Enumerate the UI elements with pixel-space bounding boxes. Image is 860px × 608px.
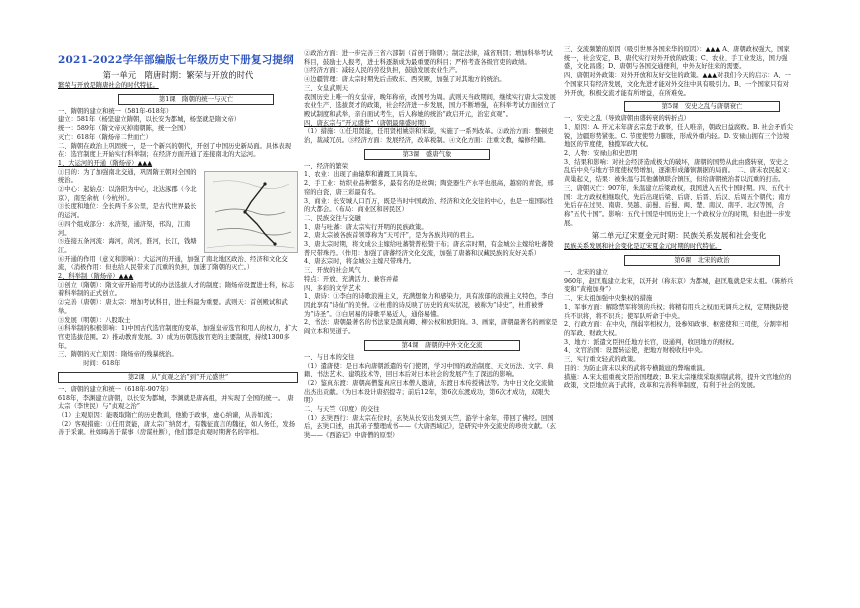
text-line: 3、商业：长安城人口百万，既是当时中国政治、经济和文化交往的中心，也是一座国际性的大都会。（布局：商业区和居民区） <box>304 197 554 214</box>
text-line: 二、宋太祖加强中央集权的措施 <box>564 295 653 303</box>
text-line: ③长度和地位：全长两千多公里，是古代世界最长的运河。 <box>58 203 197 220</box>
column-left <box>58 0 298 608</box>
text-line: 618年，李渊建立唐朝，以长安为都城，李渊就是唐高祖，并实现了全国的统一。 唐太宗（李世民）与“贞观之治” <box>58 394 294 411</box>
unit1-subtitle: 繁荣与开放是隋唐社会的时代特征。 <box>58 82 159 89</box>
lesson1-body <box>58 108 298 369</box>
text-line: 目的：为防止唐末以来的武将专横跋扈的弊端重演。 <box>564 364 709 372</box>
text-line: 3、唐太宗时期，将文成公主嫁给吐蕃赞普松赞干布；唐玄宗时期，有金城公主嫁给吐蕃赞普尺带珠丹。（作用：加强了唐蕃经济文化交流，加强了唐蕃和汉藏民族的友好关系） <box>304 241 554 257</box>
text-line: ②政治方面：进一步完善三省六部制（首创于隋朝）；制定法律，减省刑罚；增加科举考试科目，鼓励士人报考，进士科逐渐成为最重要的科目；严格考查各级官吏的政绩。 <box>304 50 553 66</box>
lesson2-body <box>58 386 298 438</box>
text-line: （1）遣唐使：是日本向唐朝派遣的专门使团，学习中国的政治制度、天文历法、文字、典籍、书法艺术、建筑技术等，回日本后对日本社会的发展产生了深远的影响。 <box>304 362 554 379</box>
text-line: ④科举制的积极影响：1)中国古代选官制度的变革，加强皇帝选官和用人的权力，扩大官吏选拔范围。2）推动教育发展。3）成为历朝选拔官吏的主要制度，持续1300多年。 <box>58 325 298 350</box>
text-line: 1、农业：出现了曲辕犁和灌溉工具筒车。 <box>304 171 422 179</box>
lesson6-heading: 第6课 北宋的政治 <box>624 255 780 266</box>
lesson2-continued <box>304 50 558 146</box>
text-line: ③经济方面：减轻人民的劳役负担，鼓励发展农业生产。 <box>304 67 462 75</box>
text-line: （1）主观原因：能吸取隋亡的历史教训，他勤于政事，虚心纳谏，从善如流； <box>58 411 277 419</box>
text-line: 2、科举制（隋炀帝）▲▲▲ <box>58 273 134 281</box>
text-line: 四、唐朝对外政策：对外开放和友好交往的政策。▲▲▲对我们今天的启示：A、一个国家只有经济发展，文化先进才能对外交往中具有吸引力。B、一个国家只有对外开放，积极交流才能有所增益，在所难免。 <box>564 72 791 97</box>
text-line: 4、文官治国：设置转运使，把地方财税收归中央。 <box>564 347 707 355</box>
text-line: 1、唐诗：①李白的诗歌浪漫主义，充满想象力和感染力，具有浓郁的浪漫主义特色，李白因此享有“诗仙”的美誉。②杜甫的诗反映了历史的真实状况，被称为“诗史”，杜甫被誉为“诗圣”。③白居易的诗歌平易近人，通俗易懂。 <box>304 293 554 318</box>
unit2-heading: 第二单元辽宋夏金元时期：民族关系发展和社会变化 <box>591 231 767 241</box>
text-line: 建立：581年（杨坚建立隋朝，以长安为都城，杨坚就是隋文帝） <box>58 116 241 124</box>
text-line: 1、原因：A. 开元末年唐玄宗怠于政事，任人唯亲，朝政日益腐败。B. 社会矛盾尖锐，边疆形势紧张。C. 节度使势力膨胀，形成外重内轻。D. 安禄山拥有三个边境地区的节度使，独揽军政大权。 <box>564 123 793 149</box>
text-line: 特点：开放、充满活力、兼容并蓄 <box>304 275 399 283</box>
text-line: 灭亡：618年（隋炀帝二世而亡） <box>58 133 152 141</box>
text-line: 一、安史之乱（导致唐朝由盛转衰的转折点） <box>564 115 690 123</box>
text-line: 960年，赵匡胤建立北宋，以开封（称东京）为都城，赵匡胤就是宋太祖。（陈桥兵变和“黄袍加身”） <box>564 277 794 294</box>
text-line: ①创立（隋朝）：隋文帝开始用考试的办法选拔人才的制度；隋炀帝设置进士科，标志着科举制的正式创立。 <box>58 281 295 298</box>
text-line: 时间：618年 <box>58 360 121 368</box>
text-line: （2）客观措施：①任用贤能，唐太宗广纳贤才，有魏征直言的魏征，如人务任，发扬善于采谏。杜如晦善于谋事（房谋杜断），他们都是贞观时期著名的宰相。 <box>58 420 295 437</box>
column-right <box>564 0 794 608</box>
text-line: ②完善（唐朝）：唐太宗：增加考试科目，进士科最为重要。武则天：首创殿试和武举。 <box>58 299 288 315</box>
text-line: （2）鉴真东渡：唐朝高僧鉴真应日本僧人邀请，东渡日本传授佛法等。为中日文化交流做出杰出贡献。（为日本设计唐招提寺；前后12年，第6次东渡成功，第6次才成功，双眼失明） <box>304 379 554 405</box>
lesson6-body <box>564 269 794 391</box>
lesson1-heading: 第1课 隋朝的统一与灭亡 <box>118 94 274 105</box>
text-line: ⑥开通的作用（意义和影响）：大运河的开通，加强了南北地区政治、经济和文化交流，（消极作用：但也给人民带来了沉重的负担，加速了隋朝的灭亡。） <box>58 255 288 272</box>
text-line: 一、经济的繁荣 <box>304 162 349 170</box>
text-line: ④边疆管理：唐太宗时期先后击败东、西突厥，加强了对其地方的统治。 <box>304 76 506 84</box>
text-line: 二、与天竺（印度）的交往 <box>304 406 380 414</box>
text-line: 四、唐玄宗与“开元盛世”（唐朝最鼎盛时期） <box>304 119 431 127</box>
text-line: 三、隋朝的灭亡原因：隋炀帝的残暴统治。 <box>58 351 178 359</box>
unit1-heading: 第一单元 隋唐时期：繁荣与开放的时代 <box>102 70 254 80</box>
column-top-spacer <box>564 0 794 46</box>
text-line: ②中心：起始点：以洛阳为中心，北达涿郡（今北京），南至余杭（今杭州）。 <box>58 186 197 202</box>
text-line: 三、唐朝灭亡：907年，朱温建立后梁政权，我国进入五代十国时期。四、五代十国：北方政权相继取代，先后出现后梁、后唐、后晋、后汉、后周五个朝代；南方先后存在过吴、南唐、吴越、前蜀、后蜀、闽、楚、南汉、南平、北汉等国，合称“五代十国”。影响：五代十国是中国历史上一个政权分立的时期，但也进一步发展。 <box>564 184 791 227</box>
lesson2-heading: 第2课 从“贞观之治”到“开元盛世” <box>58 372 298 383</box>
column-top-spacer <box>304 0 558 50</box>
text-line: 三、交流频繁的原因（吸引世界各国来华的原因）：▲▲▲ A、唐朝政权强大，国家统一，社会安定，B、唐代实行对外开放的政策；C、农业、手工业发达，国力强盛，文化昌盛；D、唐朝与各国交通便利，中外友好往来的需要。 <box>564 46 790 71</box>
text-line: 三、女皇武则天 <box>304 84 349 92</box>
text-line: 措施：A.宋太祖重视文臣治国理政；B.宋太宗继续采取抑制武将，提升文官地位的政策，文臣地位高于武将，改革和完善科举制度，有利于社会的发展。 <box>564 373 792 390</box>
text-line: 1、大运河的开通（隋炀帝）▲▲▲ <box>58 159 153 167</box>
text-line: ①目的：为了加强南北交通，巩固隋王朝对全国的统治。 <box>58 168 197 185</box>
text-line: 三、开放的社会风气 <box>304 267 361 275</box>
text-line: ④四个组成部分：永济渠，通济渠，邗沟，江南河。 <box>58 220 191 237</box>
text-line: 1、唐与吐蕃：唐太宗实行开明的民族政策。 <box>304 223 428 231</box>
text-line: 一、北宋的建立 <box>564 269 609 277</box>
text-line: 一、唐朝的建立和统一（618年-907年） <box>58 385 173 393</box>
text-line: 2、行政方面：在中央，削弱宰相权力，设参知政事、枢密使和三司使，分割宰相的军政、财政大权。 <box>564 321 789 337</box>
text-line: （1）措施：①任用贤能，任用贤相姚崇和宋璟，实施了一系列改革。②政治方面：整顿吏治，裁减冗员。③经济方面：发展经济，改革税制。④文化方面：注重文教，编修经籍。 <box>304 128 554 145</box>
lesson4-body <box>304 354 558 441</box>
lesson4-continued <box>564 46 794 98</box>
lesson4-heading: 第4课 唐朝的中外文化交流 <box>364 340 520 351</box>
lesson5-heading: 第5课 安史之乱与唐朝衰亡 <box>624 101 780 112</box>
text-line: 四、多彩的文学艺术 <box>304 284 361 292</box>
text-line: （1）玄奘西行：唐太宗在位时，玄奘从长安出发到天竺，游学十余年，带回了佛经。回国后，玄奘口述，由其弟子整理成书——《大唐西域记》，是研究中外交流史的珍贵文献。（玄奘——《西游记》中唐僧的原型） <box>304 414 556 440</box>
column-middle <box>304 0 558 608</box>
text-line: 统一：589年（隋文帝灭掉南朝陈，统一全国） <box>58 125 190 133</box>
lesson5-body <box>564 115 794 228</box>
unit2-subtitle: 民族关系发展和社会变化是辽宋夏金元时期的时代特征。 <box>564 243 722 251</box>
text-line: 二、民族交往与交融 <box>304 214 361 222</box>
text-line: 一、隋朝的建立和统一（581年-618年） <box>58 107 173 115</box>
text-line: 2、人物：安禄山和史思明 <box>564 150 638 158</box>
text-line: 2、唐太宗被各族首领尊称为“天可汗”，是为各族共同的君主。 <box>304 232 479 240</box>
map-drawing <box>205 172 297 252</box>
text-line: 1、军事方面：解除禁军将领的兵权；将精有用兵之权而无调兵之权，定期换防使兵不识将，将不识兵；使军队听命于中央。 <box>564 303 789 320</box>
grand-canal-map <box>204 171 298 253</box>
text-line: 二、隋朝在政治上巩固统一，是一个新兴的朝代，开创了中国历史新局面。具体表现在：选官制度上开始实行科举制；在经济方面开通了连接南北的大运河。 <box>58 142 291 159</box>
text-line: 一、与日本的交往 <box>304 353 355 361</box>
text-line: 我国历史上唯一的女皇帝，晚年称帝，改国号为周。武则天当政期间，继续实行唐太宗发展农业生产、选拔贤才的政策，社会经济进一步发展，国力不断增强，在科举考试方面创立了殿试制度和武举，亲自面试考生，后人称她的统治“政启开元，治宏贞观”。 <box>304 93 556 118</box>
text-line: 2、书法：唐朝最著名的书法家是颜真卿、柳公权和欧阳询。3、画家，唐朝最著名的画家是阎立本和吴道子。 <box>304 319 558 336</box>
text-line: 三、实行重文轻武的政策。 <box>564 356 640 364</box>
text-line: 3、结果和影响：对社会经济造成极大的破坏，唐朝的国势从此由盛转衰，安史之乱后中央与地方节度使权势增加，逐渐形成藩镇割据的局面。 二、唐末农民起义：黄巢起义，结果：被朱温与其他藩镇联合镇压，但给唐朝统治者以沉重的打击。 <box>564 158 794 184</box>
document-title: 2021-2022学年部编版七年级历史下册复习提纲 <box>58 54 294 66</box>
text-line: ③发展（明朝）：八股取士 <box>58 316 131 324</box>
text-line: 2、手工业：纺织业品种繁多，最有名的是丝绸；陶瓷器生产水平也很高，越窑的青瓷，邢窑的白瓷，唐三彩最有名。 <box>304 180 554 196</box>
lesson3-body <box>304 163 558 337</box>
lesson3-heading: 第3课 盛唐气象 <box>364 149 490 160</box>
text-line: 4、唐玄宗时，将金城公主嫁尺带珠丹。 <box>304 258 416 266</box>
text-line: 3、地方：派遣文臣担任地方长官，设通判，收回地方的财权。 <box>564 338 739 346</box>
text-line: ⑤连接五条河流：海河，黄河，淮河，长江，钱塘江。 <box>58 238 197 254</box>
